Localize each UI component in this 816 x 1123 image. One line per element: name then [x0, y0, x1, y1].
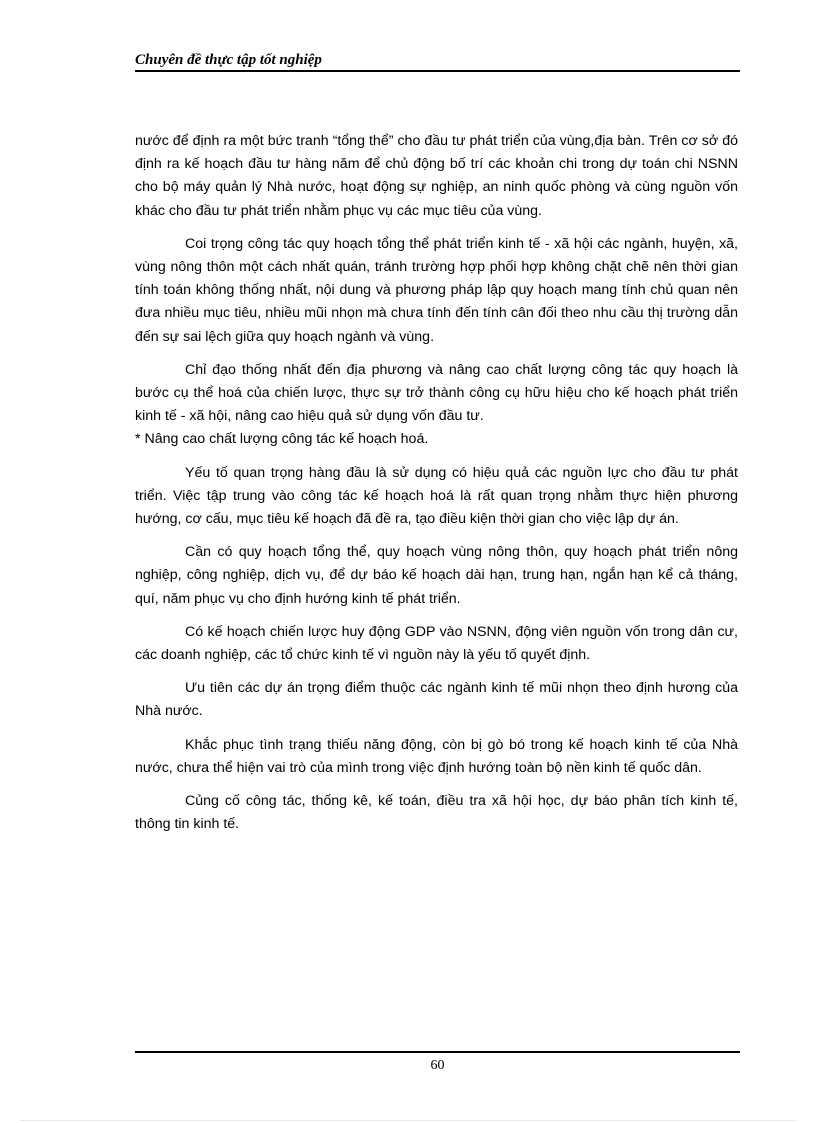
- paragraph-master-plan: Cần có quy hoạch tổng thể, quy hoạch vùng nông thôn, quy hoạch phát triển nông nghiệp, công nghiệp, dịch vụ, để dự báo kế hoạch dài hạn, trung hạn, ngắn hạn kể cả tháng, quí, năm phục vụ cho định hướng kinh tế phát triển.: [135, 544, 738, 607]
- paragraph-key-factor: Yếu tố quan trọng hàng đầu là sử dụng có hiệu quả các nguồn lực cho đầu tư phát triển. Việc tập trung vào công tác kế hoạch hoá là rất quan trọng nhằm thực hiện phương hướng, cơ cấu, mục tiêu kế hoạch đã đề ra, tạo điều kiện thời gian cho việc lập dự án.: [135, 464, 738, 528]
- header-divider: [135, 70, 740, 72]
- document-body: [135, 130, 738, 846]
- paragraph-section-bullet: * Nâng cao chất lượng công tác kế hoạch hoá.: [135, 431, 429, 448]
- paragraph-local-direction: Chỉ đạo thống nhất đến địa phương và nâng cao chất lượng công tác quy hoạch là bước cụ thể hoá của chiến lược, thực sự trở thành công cụ hữu hiệu cho kế hoạch phát triển kinh tế - xã hội, nâng cao hiệu quả sử dụng vốn đầu tư.: [135, 361, 738, 425]
- paragraph-overcome-rigidity: Khắc phục tình trạng thiếu năng động, còn bị gò bó trong kế hoạch kinh tế của Nhà nước, chưa thể hiện vai trò của mình trong việc định hướng toàn bộ nền kinh tế quốc dân.: [135, 736, 738, 776]
- page-number: 60: [430, 1058, 445, 1073]
- footer-divider: [135, 1051, 740, 1053]
- page-bottom-edge: [20, 1120, 796, 1121]
- paragraph-continuation: nước để định ra một bức tranh “tổng thể” cho đầu tư phát triển của vùng,địa bàn. Trên cơ sở đó định ra kế hoạch đầu tư hàng năm để chủ động bố trí các khoản chi trong dự toán chi NSNN cho bộ máy quản lý Nhà nước, hoạt động sự nghiệp, an ninh quốc phòng và cùng nguồn vốn khác cho đầu tư phát triển nhằm phục vụ các mục tiêu của vùng.: [135, 133, 738, 219]
- paragraph-gdp-mobilization: Có kế hoạch chiến lược huy động GDP vào NSNN, động viên nguồn vốn trong dân cư, các doanh nghiệp, các tổ chức kinh tế vì nguồn này là yếu tố quyết định.: [135, 623, 738, 664]
- paragraph-planning-priority: Coi trọng công tác quy hoạch tổng thể phát triển kinh tế - xã hội các ngành, huyện, xã, vùng nông thôn một cách nhất quán, tránh trường hợp phối hợp không chặt chẽ nên thời gian tính toán không thống nhất, nội dung và phương pháp lập quy hoạch mang tính chủ quan nên đưa nhiều mục tiêu, nhiều mũi nhọn mà chưa tính đến tính cân đối theo nhu cầu thị trường dẫn đến sự sai lệch giữa quy hoạch ngành và vùng.: [135, 235, 738, 345]
- document-header-title: Chuyên đề thực tập tốt nghiệp: [135, 52, 322, 68]
- paragraph-statistics: Củng cố công tác, thống kê, kế toán, điều tra xã hội học, dự báo phân tích kinh tế, thông tin kinh tế.: [135, 793, 738, 833]
- paragraph-priority-projects: Ưu tiên các dự án trọng điểm thuộc các ngành kinh tế mũi nhọn theo định hương của Nhà nước.: [135, 680, 738, 720]
